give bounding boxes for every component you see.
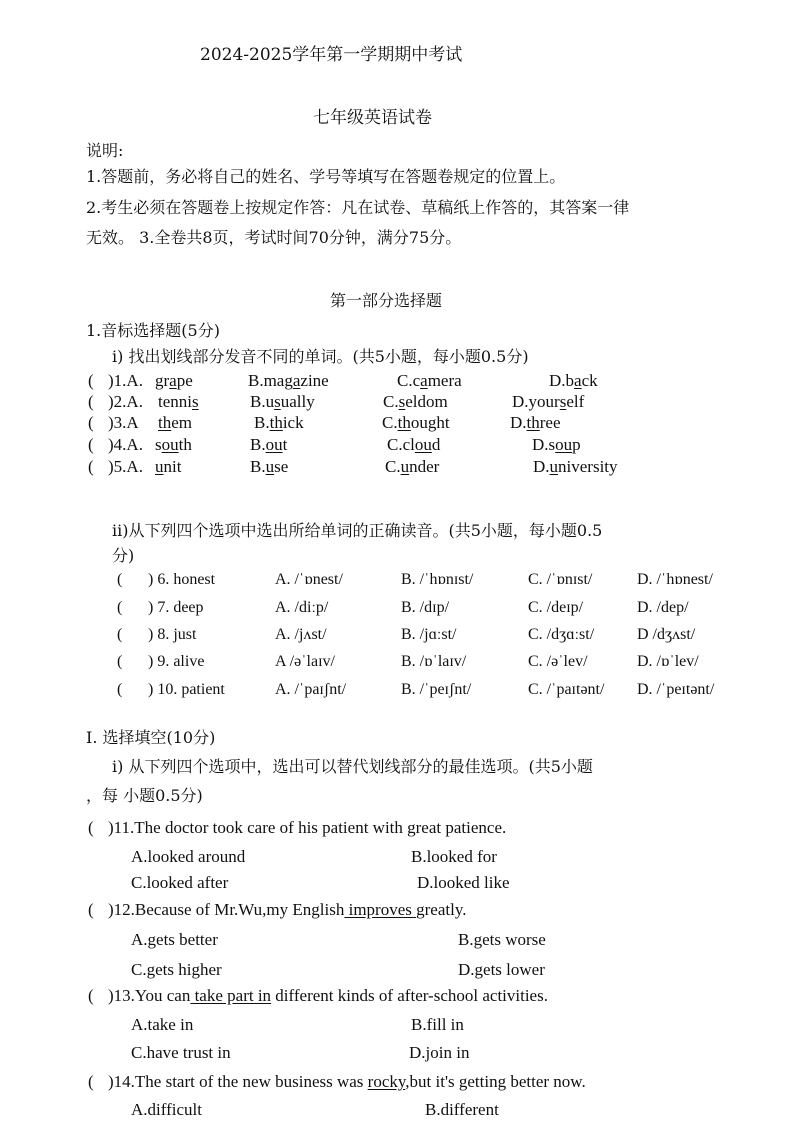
option-text: C.: [383, 392, 399, 411]
option-b: B.looked for: [411, 847, 497, 866]
option-a: [155, 457, 181, 477]
option-b: B. /ɒˈlaɪv/: [401, 653, 467, 670]
instructions-heading: 说明:: [86, 141, 124, 160]
answer-bracket: (: [117, 653, 123, 670]
instruction-line-1: 1.答题前，务必将自己的姓名、学号等填写在答题卷规定的位置上。: [86, 167, 566, 186]
stem-text: )11.The doctor took care of his patient with great patience.: [108, 818, 507, 837]
option-text: niversity: [558, 457, 618, 476]
option-text: nder: [409, 457, 440, 476]
option-text: B.mag: [248, 371, 293, 390]
answer-bracket: (: [117, 681, 123, 698]
underlined-letters: u: [155, 457, 164, 476]
question-number: )3.A: [108, 413, 139, 432]
answer-bracket: (: [88, 457, 94, 476]
option-text: ree: [539, 413, 561, 432]
option-text: gr: [155, 371, 170, 390]
option-b: B.fill in: [411, 1015, 464, 1034]
option-text: D.: [510, 413, 527, 432]
option-c: [382, 413, 450, 433]
exam-title: 2024-2025学年第一学期期中考试: [200, 45, 463, 65]
option-text: d: [431, 435, 441, 454]
underlined-letters: th: [158, 413, 172, 432]
instruction-line-2: 2.考生必须在答题卷上按规定作答：凡在试卷、草稿纸上作答的，其答案一律: [86, 198, 630, 217]
option-c: [387, 435, 440, 455]
underlined-letters: s: [398, 392, 406, 411]
underlined-letters: a: [420, 371, 428, 390]
option-d: D. /ˈpeɪtənt/: [637, 681, 715, 698]
option-text: B.: [254, 413, 270, 432]
question-word: ) 9. alive: [148, 653, 205, 670]
option-b: B. /dɪp/: [401, 599, 450, 616]
option-a: A /əˈlaɪv/: [275, 653, 335, 670]
option-text: C.cl: [387, 435, 415, 454]
underlined-phrase: rocky: [367, 1072, 406, 1091]
option-d: D. /ɒˈlev/: [637, 653, 699, 670]
answer-bracket: (: [88, 1072, 94, 1091]
option-c: C. /ˈɒnɪst/: [528, 571, 593, 588]
option-text: B.u: [250, 392, 275, 411]
underlined-letters: u: [400, 457, 410, 476]
option-c: C. /ˈpaɪtənt/: [528, 681, 605, 698]
option-text: C.: [382, 413, 398, 432]
answer-bracket: (: [88, 435, 94, 454]
question-stem: [108, 986, 548, 1006]
answer-bracket: (: [88, 900, 94, 919]
stem-text: )14.The start of the new business was: [108, 1072, 368, 1091]
paper-title: 七年级英语试卷: [313, 108, 432, 128]
option-a: A.looked around: [131, 847, 246, 866]
option-text: B.: [250, 457, 266, 476]
option-text: D.: [533, 457, 550, 476]
part1-title: 第一部分选择题: [330, 291, 443, 310]
underlined-letters: a: [169, 371, 177, 390]
option-d: D. /ˈhɒnest/: [637, 571, 713, 588]
option-b: [254, 413, 304, 433]
option-d: [532, 435, 581, 455]
question-number: )1.A.: [108, 371, 143, 390]
option-b: B. /jɑːst/: [401, 626, 457, 643]
underlined-letters: th: [397, 413, 411, 432]
option-a: A.take in: [131, 1015, 194, 1034]
question-number: )5.A.: [108, 457, 143, 476]
answer-bracket: (: [88, 392, 94, 411]
section1-sub-ii-line1: ii)从下列四个选项中选出所给单词的正确读音。(共5小题，每小题0.5: [112, 521, 603, 540]
option-text: B.: [250, 435, 266, 454]
answer-bracket: (: [88, 818, 94, 837]
option-c: C.gets higher: [131, 960, 222, 979]
option-b: B.different: [425, 1100, 499, 1119]
section2-title: I. 选择填空(10分): [86, 728, 216, 747]
option-text: ought: [410, 413, 450, 432]
option-d: [533, 457, 618, 477]
option-text: ck: [581, 371, 598, 390]
section1-title: 1.音标选择题(5分): [86, 321, 220, 340]
option-c: C.looked after: [131, 873, 229, 892]
option-c: [383, 392, 448, 412]
answer-bracket: (: [88, 413, 94, 432]
option-text: D.s: [532, 435, 556, 454]
option-a: A. /diːp/: [275, 599, 329, 616]
question-word: ) 7. deep: [148, 599, 204, 616]
question-word: ) 6. honest: [148, 571, 216, 588]
option-a: A. /jʌst/: [275, 626, 327, 643]
question-stem: [108, 900, 466, 920]
option-text: nit: [163, 457, 182, 476]
option-a: [155, 371, 193, 391]
option-a: A. /ˈɒnest/: [275, 571, 343, 588]
underlined-phrase: improves: [344, 900, 417, 919]
option-a: A. /ˈpaɪʃnt/: [275, 681, 347, 698]
option-text: D.b: [549, 371, 575, 390]
question-stem: [108, 1072, 586, 1092]
underlined-letters: s: [192, 392, 199, 411]
stem-text: greatly.: [416, 900, 467, 919]
option-text: em: [171, 413, 193, 432]
option-a: A.difficult: [131, 1100, 202, 1119]
stem-text: )12.Because of Mr.Wu,my English: [108, 900, 345, 919]
question-number: )4.A.: [108, 435, 143, 454]
option-c: [385, 457, 439, 477]
option-c: C. /dʒɑːst/: [528, 626, 595, 643]
option-text: eldom: [405, 392, 448, 411]
option-d: D.gets lower: [458, 960, 545, 979]
underlined-letters: u: [265, 457, 275, 476]
underlined-letters: ou: [161, 435, 179, 454]
option-d: D. /dep/: [637, 599, 689, 616]
answer-bracket: (: [117, 626, 123, 643]
option-b: B. /ˈpeɪʃnt/: [401, 681, 472, 698]
answer-bracket: (: [88, 371, 94, 390]
option-b: [250, 392, 315, 412]
section2-sub-i-line1: i) 从下列四个选项中，选出可以替代划线部分的最佳选项。(共5小题: [112, 757, 593, 776]
option-text: C.c: [397, 371, 421, 390]
underlined-letters: s: [274, 392, 281, 411]
option-c: C. /əˈlev/: [528, 653, 588, 670]
question-stem: [108, 818, 506, 838]
option-d: [512, 392, 584, 412]
question-word: ) 8. just: [148, 626, 197, 643]
option-d: D.looked like: [417, 873, 510, 892]
underlined-letters: a: [292, 371, 301, 390]
option-a: A.gets better: [131, 930, 218, 949]
option-d: [549, 371, 598, 391]
section1-sub-ii-line2: 分): [112, 546, 135, 565]
option-a: [155, 435, 192, 455]
stem-text: different kinds of after-school activities.: [271, 986, 548, 1005]
underlined-letters: th: [269, 413, 283, 432]
option-text: ually: [280, 392, 315, 411]
underlined-letters: a: [574, 371, 582, 390]
option-b: [250, 435, 287, 455]
option-text: tenni: [158, 392, 192, 411]
answer-bracket: (: [117, 599, 123, 616]
option-b: B.gets worse: [458, 930, 546, 949]
answer-bracket: (: [88, 986, 94, 1005]
option-c: C. /deɪp/: [528, 599, 584, 616]
option-text: s: [155, 435, 162, 454]
underlined-letters: s: [559, 392, 567, 411]
answer-bracket: (: [117, 571, 123, 588]
option-d: [510, 413, 561, 433]
underlined-letters: ou: [414, 435, 432, 454]
question-word: ) 10. patient: [148, 681, 225, 698]
option-a: [158, 392, 199, 412]
stem-text: )13.You can: [108, 986, 191, 1005]
option-text: zine: [300, 371, 329, 390]
option-b: [250, 457, 288, 477]
instruction-line-3: 无效。 3.全卷共8页，考试时间70分钟，满分75分。: [86, 228, 462, 247]
option-text: th: [178, 435, 192, 454]
option-b: B. /ˈhɒnɪst/: [401, 571, 474, 588]
option-d: D /dʒʌst/: [637, 626, 696, 643]
option-text: ick: [282, 413, 304, 432]
section2-sub-i-line2: ，每 小题0.5分): [86, 786, 203, 805]
option-text: mera: [427, 371, 462, 390]
option-d: D.join in: [409, 1043, 470, 1062]
stem-text: ,but it's getting better now.: [405, 1072, 586, 1091]
option-text: D.your: [512, 392, 560, 411]
option-c: [397, 371, 462, 391]
option-text: se: [274, 457, 289, 476]
underlined-letters: u: [549, 457, 559, 476]
option-c: C.have trust in: [131, 1043, 231, 1062]
option-text: p: [572, 435, 581, 454]
underlined-letters: ou: [555, 435, 573, 454]
underlined-letters: th: [526, 413, 540, 432]
section1-sub-i: i) 找出划线部分发音不同的单词。(共5小题，每小题0.5分): [112, 347, 529, 366]
option-text: elf: [566, 392, 585, 411]
option-text: t: [282, 435, 288, 454]
option-text: C.: [385, 457, 401, 476]
option-b: [248, 371, 329, 391]
option-text: pe: [176, 371, 193, 390]
underlined-phrase: take part in: [190, 986, 272, 1005]
question-number: )2.A.: [108, 392, 143, 411]
underlined-letters: ou: [265, 435, 283, 454]
option-a: [158, 413, 192, 433]
